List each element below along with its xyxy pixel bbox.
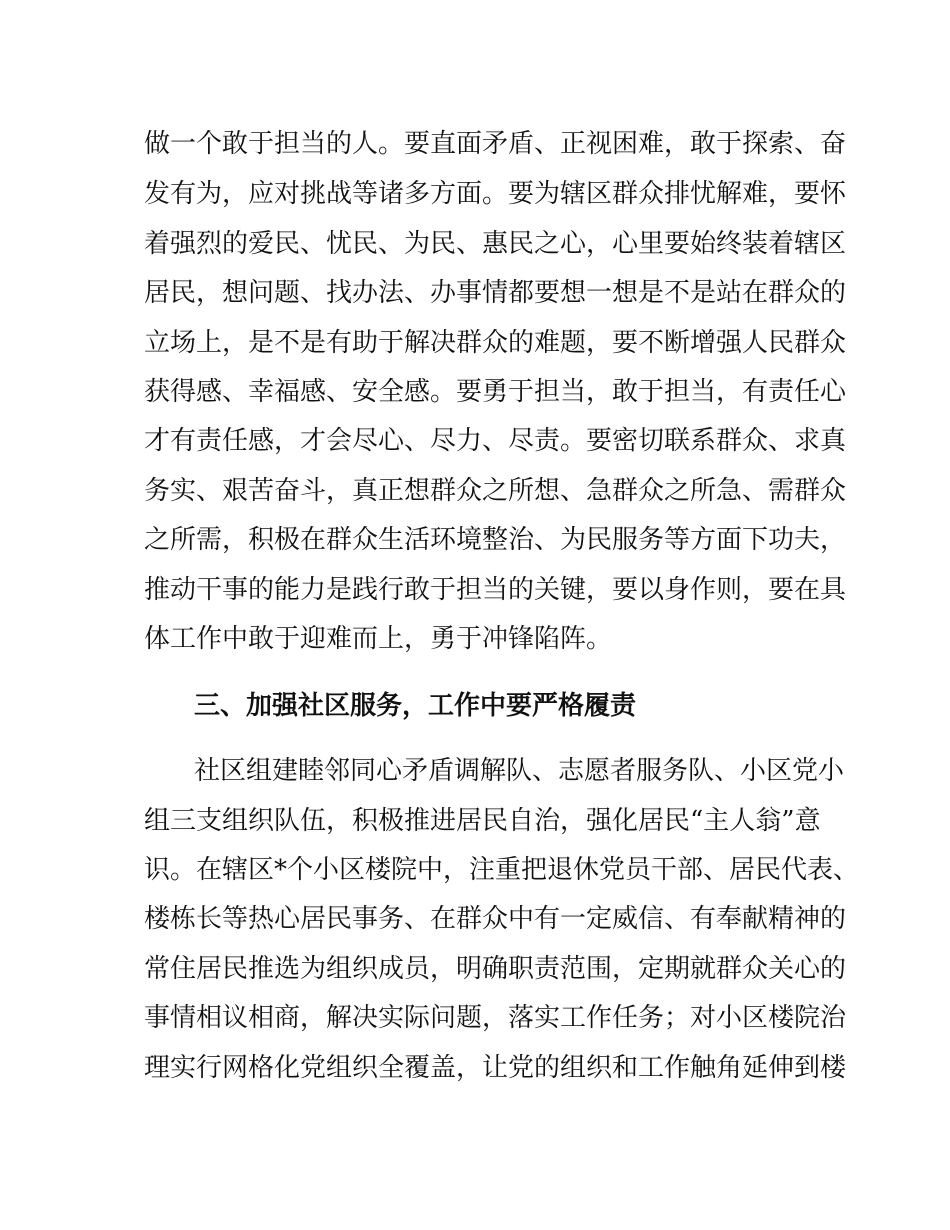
paragraph-2-line-5: 常住居民推选为组织成员，明确职责范围，定期就群众关心的 bbox=[144, 954, 847, 984]
paragraph-1-line-5: 立场上，是不是有助于解决群众的难题，要不断增强人民群众 bbox=[144, 328, 847, 358]
paragraph-2-line-3: 识。在辖区*个小区楼院中，注重把退休党员干部、居民代表、 bbox=[144, 855, 860, 885]
paragraph-1-line-3: 着强烈的爱民、忧民、为民、惠民之心，心里要始终装着辖区 bbox=[144, 229, 847, 259]
paragraph-1-line-2: 发有为，应对挑战等诸多方面。要为辖区群众排忧解难，要怀 bbox=[144, 179, 847, 209]
paragraph-1-line-4: 居民，想问题、找办法、办事情都要想一想是不是站在群众的 bbox=[144, 278, 847, 308]
paragraph-2-line-7: 理实行网格化党组织全覆盖，让党的组织和工作触角延伸到楼 bbox=[144, 1053, 847, 1083]
paragraph-1-line-10: 推动干事的能力是践行敢于担当的关键，要以身作则，要在具 bbox=[144, 575, 847, 605]
paragraph-1-line-1: 做一个敢于担当的人。要直面矛盾、正视困难，敢于探索、奋 bbox=[144, 129, 847, 159]
paragraph-2-line-1: 社区组建睦邻同心矛盾调解队、志愿者服务队、小区党小 bbox=[194, 756, 845, 786]
paragraph-2-line-6: 事情相议相商，解决实际问题，落实工作任务；对小区楼院治 bbox=[144, 1003, 847, 1033]
paragraph-2-line-2: 组三支组织队伍，积极推进居民自治，强化居民“主人翁”意 bbox=[144, 806, 821, 836]
paragraph-1-line-7: 才有责任感，才会尽心、尽力、尽责。要密切联系群众、求真 bbox=[144, 426, 847, 456]
paragraph-1-line-8: 务实、艰苦奋斗，真正想群众之所想、急群众之所急、需群众 bbox=[144, 476, 847, 506]
paragraph-2-line-4: 楼栋长等热心居民事务、在群众中有一定威信、有奉献精神的 bbox=[144, 904, 847, 934]
section-heading-3: 三、加强社区服务，工作中要严格履责 bbox=[194, 691, 637, 721]
paragraph-1-line-11: 体工作中敢于迎难而上，勇于冲锋陷阵。 bbox=[144, 624, 613, 654]
paragraph-1-line-6: 获得感、幸福感、安全感。要勇于担当，敢于担当，有责任心 bbox=[144, 377, 847, 407]
paragraph-1-line-9: 之所需，积极在群众生活环境整治、为民服务等方面下功夫， bbox=[144, 525, 847, 555]
